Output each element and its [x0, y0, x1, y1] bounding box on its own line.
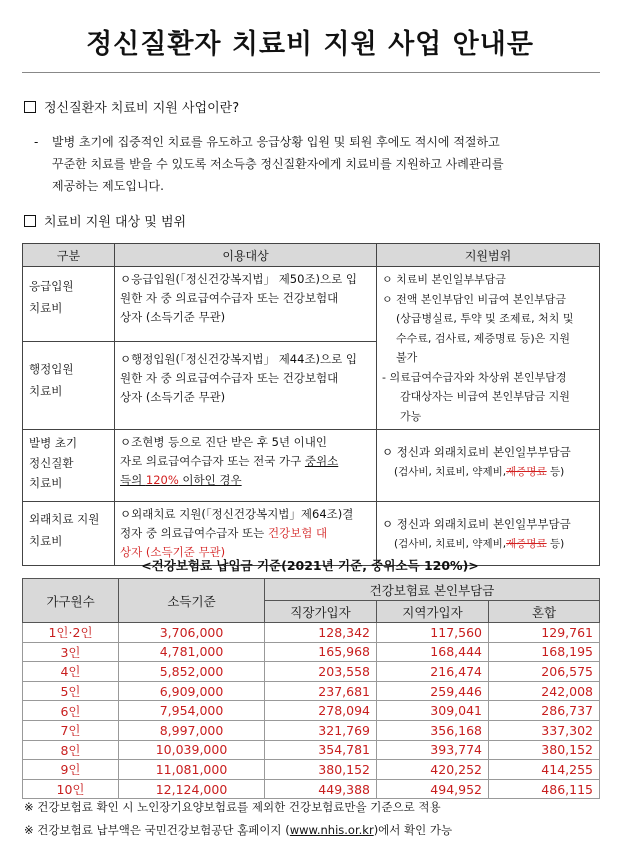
footnote: ※ 건강보험료 납부액은 국민건강보험공단 홈페이지 (www.nhis.or.kr)에서 확인 가능	[24, 823, 453, 837]
table-row	[23, 430, 600, 502]
column-header: 이용대상	[115, 244, 377, 267]
table-cell: 206,575	[489, 662, 600, 682]
table-cell: 8,997,000	[119, 720, 265, 740]
table-cell: 259,446	[377, 681, 489, 701]
footnote: ※ 건강보험료 확인 시 노인장기요양보험료를 제외한 건강보험료만을 기준으로 적용	[24, 800, 441, 814]
title-divider	[22, 72, 600, 73]
table-cell: 1인·2인	[23, 623, 119, 643]
table-cell: 393,774	[377, 740, 489, 760]
table-cell: 420,252	[377, 760, 489, 780]
table-cell: 203,558	[265, 662, 377, 682]
column-header: 가구원수	[23, 579, 119, 623]
table-cell: 237,681	[265, 681, 377, 701]
table-cell: 117,560	[377, 623, 489, 643]
table-cell: 414,255	[489, 760, 600, 780]
column-header: 구분	[23, 244, 115, 267]
table-cell: 129,761	[489, 623, 600, 643]
table-cell: 486,115	[489, 779, 600, 799]
category-cell: 외래치료 지원 치료비	[23, 502, 115, 566]
description-line: 제공하는 제도입니다.	[52, 179, 164, 193]
table-cell: 128,342	[265, 623, 377, 643]
table-row	[23, 623, 600, 643]
table-cell: 286,737	[489, 701, 600, 721]
section-heading-text: 정신질환자 치료비 지원 사업이란?	[44, 101, 240, 116]
table-row	[23, 760, 600, 780]
table-cell: 6인	[23, 701, 119, 721]
column-header: 소득기준	[119, 579, 265, 623]
table-cell: 12,124,000	[119, 779, 265, 799]
table-cell: 7,954,000	[119, 701, 265, 721]
eligibility-cell: ㅇ행정입원(「정신건강복지법」 제44조)으로 입 원한 자 중 의료급여수급자 또는 건강보험대 상자 (소득기준 무관)	[115, 341, 377, 430]
table-row	[23, 701, 600, 721]
category-cell: 발병 초기 정신질환 치료비	[23, 430, 115, 502]
table-cell: 278,094	[265, 701, 377, 721]
checkbox-square-icon	[24, 101, 36, 113]
program-description	[34, 131, 600, 197]
premium-table	[22, 578, 600, 799]
category-cell: 행정입원 치료비	[23, 341, 115, 430]
checkbox-square-icon	[24, 215, 36, 227]
description-line: 발병 초기에 집중적인 치료를 유도하고 응급상황 입원 및 퇴원 후에도 적시에 적절하고	[52, 135, 500, 149]
table-cell: 9인	[23, 760, 119, 780]
table-cell: 3인	[23, 642, 119, 662]
table-cell: 168,195	[489, 642, 600, 662]
table-cell: 6,909,000	[119, 681, 265, 701]
table-row	[23, 662, 600, 682]
table-cell: 10인	[23, 779, 119, 799]
category-cell: 응급입원 치료비	[23, 267, 115, 342]
eligibility-cell: ㅇ응급입원(「정신건강복지법」 제50조)으로 입 원한 자 중 의료급여수급자 또는 건강보험대 상자 (소득기준 무관)	[115, 267, 377, 342]
page-title: 정신질환자 치료비 지원 사업 안내문	[86, 29, 534, 60]
scope-cell-inpatient: ㅇ 치료비 본인일부부담금 ㅇ 전액 본인부담인 비급여 본인부담금 (상급병실료, 투약 및 조제료, 처치 및 수수료, 검사료, 제증명료 등)은 지원 불가 - 의료급여수급자와 차상위 본인부담경 감대상자는 비급여 본인부담금 지원 가능	[377, 267, 600, 430]
table-cell: 449,388	[265, 779, 377, 799]
premium-table-title: <건강보험료 납입금 기준(2021년 기준, 중위소득 120%)>	[141, 558, 479, 573]
table-cell: 7인	[23, 720, 119, 740]
table-row	[23, 720, 600, 740]
column-header: 혼합	[489, 601, 600, 623]
column-header: 지원범위	[377, 244, 600, 267]
table-cell: 309,041	[377, 701, 489, 721]
table-row	[23, 267, 600, 342]
table-row	[23, 779, 600, 799]
table-cell: 321,769	[265, 720, 377, 740]
scope-cell-early: ㅇ 정신과 외래치료비 본인일부부담금 (검사비, 치료비, 약제비,제증명료 등)	[377, 430, 600, 502]
eligibility-cell: ㅇ외래치료 지원(「정신건강복지법」제64조)결 정자 중 의료급여수급자 또는 건강보험 대 상자 (소득기준 무관)	[115, 502, 377, 566]
table-header-row	[23, 244, 600, 267]
table-cell: 494,952	[377, 779, 489, 799]
website-link[interactable]: www.nhis.or.kr	[289, 823, 374, 837]
table-row	[23, 681, 600, 701]
section-heading-text: 치료비 지원 대상 및 범위	[44, 215, 187, 230]
table-cell: 337,302	[489, 720, 600, 740]
table-cell: 354,781	[265, 740, 377, 760]
table-cell: 11,081,000	[119, 760, 265, 780]
description-line: 꾸준한 치료를 받을 수 있도록 저소득층 정신질환자에게 치료비를 지원하고 사례관리를	[52, 157, 504, 171]
table-cell: 4인	[23, 662, 119, 682]
bullet-dash: -	[34, 135, 39, 149]
table-row	[23, 740, 600, 760]
table-header-row	[23, 579, 600, 601]
table-cell: 356,168	[377, 720, 489, 740]
table-cell: 380,152	[489, 740, 600, 760]
table-row	[23, 642, 600, 662]
section-heading-scope	[24, 211, 186, 230]
scope-cell-outpatient: ㅇ 정신과 외래치료비 본인일부부담금 (검사비, 치료비, 약제비,제증명료 등)	[377, 502, 600, 566]
table-cell: 380,152	[265, 760, 377, 780]
column-group-header: 건강보험료 본인부담금	[265, 579, 600, 601]
support-scope-table	[22, 243, 600, 566]
table-cell: 216,474	[377, 662, 489, 682]
table-cell: 242,008	[489, 681, 600, 701]
table-cell: 165,968	[265, 642, 377, 662]
column-header: 지역가입자	[377, 601, 489, 623]
section-heading-overview	[24, 97, 239, 116]
table-cell: 3,706,000	[119, 623, 265, 643]
table-cell: 10,039,000	[119, 740, 265, 760]
table-cell: 5인	[23, 681, 119, 701]
column-header: 직장가입자	[265, 601, 377, 623]
premium-table-body	[23, 623, 600, 799]
table-cell: 168,444	[377, 642, 489, 662]
table-cell: 4,781,000	[119, 642, 265, 662]
table-cell: 5,852,000	[119, 662, 265, 682]
table-cell: 8인	[23, 740, 119, 760]
eligibility-cell: ㅇ조현병 등으로 진단 받은 후 5년 이내인 자로 의료급여수급자 또는 전국 가구 중위소 득의 120% 이하인 경우	[115, 430, 377, 502]
